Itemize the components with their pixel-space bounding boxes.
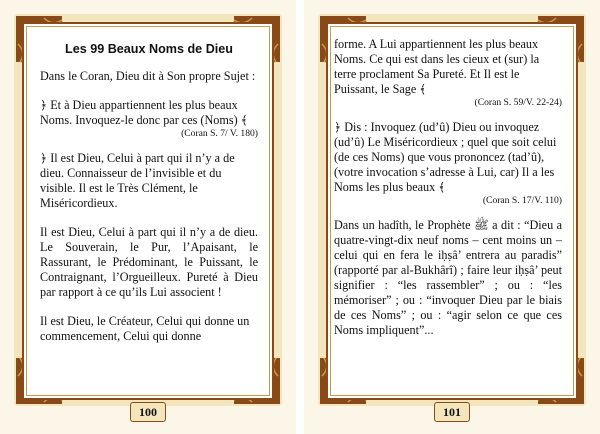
page-number: 101 — [434, 402, 470, 422]
page-title: Les 99 Beaux Noms de Dieu — [65, 42, 233, 56]
quran-reference: (Coran S. 7/ V. 180) — [181, 128, 258, 139]
body-paragraph: Il est Dieu, Celui à part qui il n’y a de dieu. Le Souverain, le Pur, l’Apaisant, le Rassurant, le Prédominant, le Puissant, le Contraignant, l’Orgueilleux. Pureté à Dieu par rapport à ce qu’ils Lui associent ! — [40, 225, 258, 299]
intro-paragraph: Dans le Coran, Dieu dit à Son propre Sujet : — [40, 69, 256, 83]
quran-reference: (Coran S. 17/V. 110) — [482, 195, 562, 206]
quran-reference: (Coran S. 59/V. 22-24) — [474, 97, 562, 108]
quran-quote: ﴿ Il est Dieu, Celui à part qui il n’y a de dieu. Connaisseur de l’invisible et du visible. Il est le Très Clément, le Miséricordieux. — [40, 151, 235, 210]
quran-quote-continued: forme. A Lui appartiennent les plus beaux Noms. Ce qui est dans les cieux et (sur) la terre proclament Sa Pureté. Et Il est le Puissant, le Sage ﴾ — [334, 37, 540, 96]
page-content — [40, 42, 258, 358]
hadith-paragraph: Dans un hadîth, le Prophète ﷺ a dit : “Dieu a quatre-vingt-dix neuf noms – cent moins un – celui qui en fera le iḥṣâ’ entrera au paradis” (rapporté par al-Bukhârî) ; faire leur iḥṣâ’ peut signifier : “les rassembler” ; ou : “les mémoriser” ; ou : “invoquer Dieu par le biais de ces Noms” ; ou : “agir selon ce que ces Noms impliquent”... — [334, 218, 562, 337]
right-page — [304, 0, 600, 434]
body-paragraph: Il est Dieu, le Créateur, Celui qui donne un commencement, Celui qui donne — [40, 314, 250, 343]
quran-quote: ﴿ Et à Dieu appartiennent les plus beaux Noms. Invoquez-le donc par ces (Noms) ﴾ — [40, 98, 248, 127]
page-number: 100 — [130, 402, 166, 422]
left-page — [0, 0, 296, 434]
quran-quote: ﴿ Dis : Invoquez (ud’û) Dieu ou invoquez (ud’û) Le Miséricordieux ; quel que soit celui (de ces Noms) que vous prononcez (tad’û), (votre invocation s’adresse à Lui, car) Il a les Noms les plus beaux ﴾ — [334, 120, 557, 194]
page-content — [334, 37, 562, 352]
